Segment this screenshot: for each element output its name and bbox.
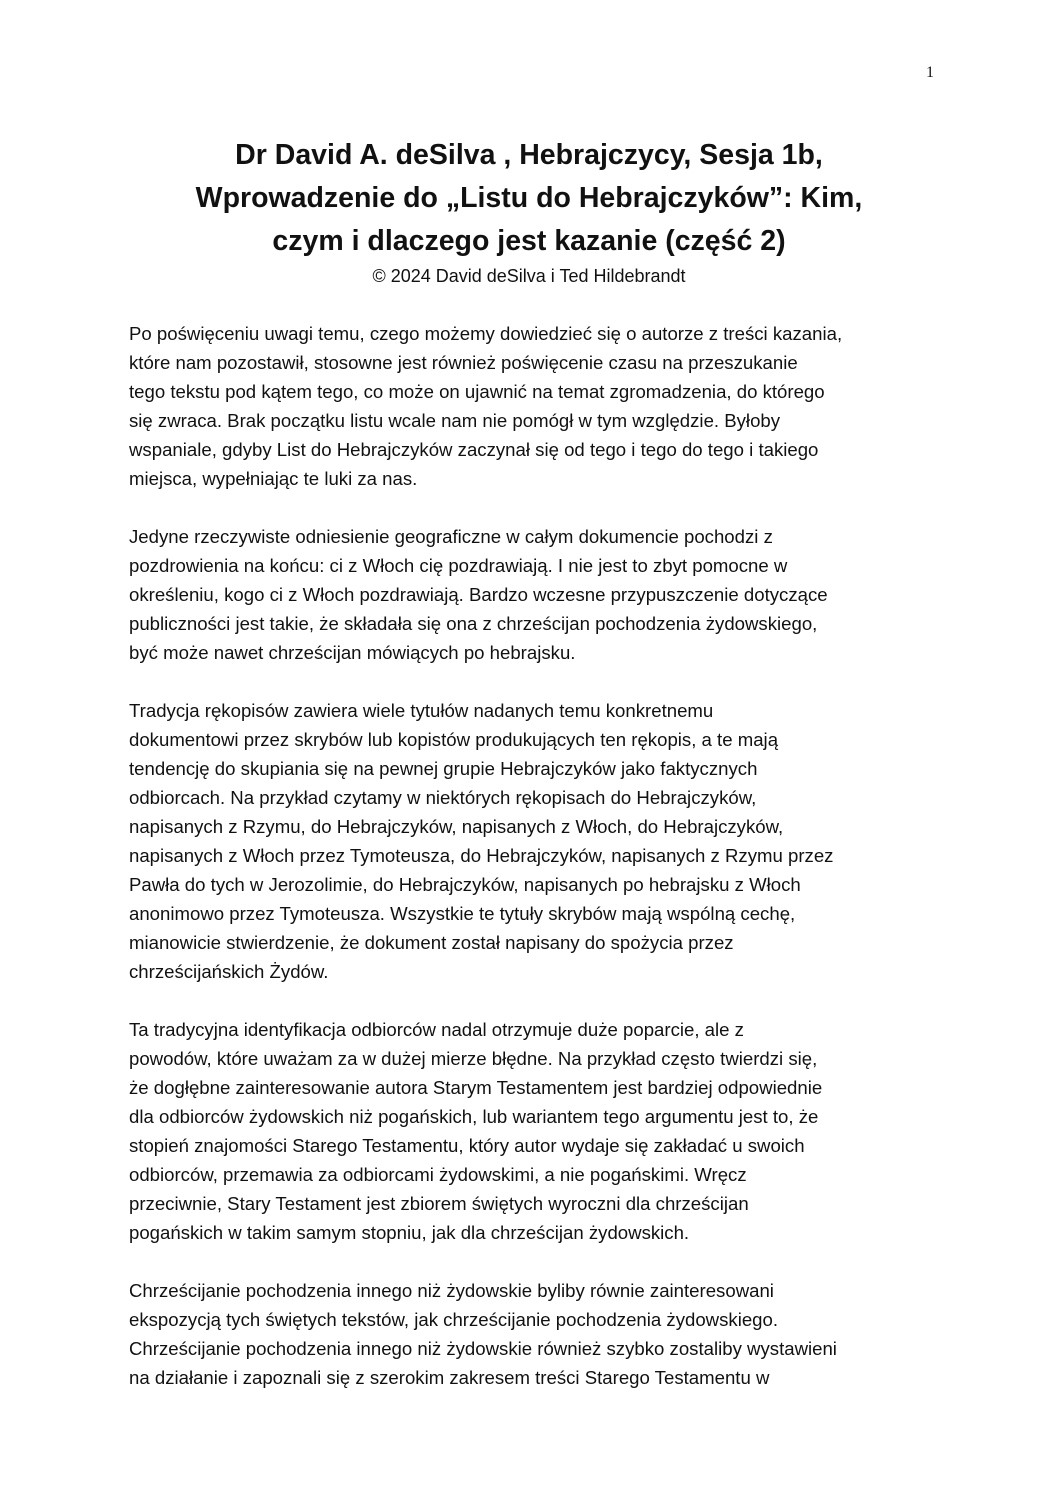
copyright-line: © 2024 David deSilva i Ted Hildebrandt (372, 266, 686, 286)
body-paragraph: Ta tradycyjna identyfikacja odbiorców nadal otrzymuje duże poparcie, ale z powodów, które uważam za w dużej mierze błędne. Na przykład często twierdzi się, że dogłębne zainteresowanie autora Starym Testamentem jest bardziej odpowiednie dla odbiorców żydowskich niż pogańskich, lub wariantem tego argumentu jest to, że stopień znajomości Starego Testamentu, który autor wydaje się zakładać u swoich odbiorców, przemawia za odbiorcami żydowskimi, a nie pogańskimi. Wręcz przeciwnie, Stary Testament jest zbiorem świętych wyroczni dla chrześcijan pogańskich w takim samym stopniu, jak dla chrześcijan żydowskich. (129, 1019, 823, 1243)
body-paragraph: Tradycja rękopisów zawiera wiele tytułów nadanych temu konkretnemu dokumentowi przez skrybów lub kopistów produkujących ten rękopis, a te mają tendencję do skupiania się na pewnej grupie Hebrajczyków jako faktycznych odbiorcach. Na przykład czytamy w niektórych rękopisach do Hebrajczyków, napisanych z Rzymu, do Hebrajczyków, napisanych z Włoch, do Hebrajczyków, napisanych z Włoch przez Tymoteusza, do Hebrajczyków, napisanych z Rzymu przez Pawła do tych w Jerozolimie, do Hebrajczyków, napisanych po hebrajsku z Włoch anonimowo przez Tymoteusza. Wszystkie te tytuły skrybów mają wspólną cechę, mianowicie stwierdzenie, że dokument został napisany do spożycia przez chrześcijańskich Żydów. (129, 700, 834, 982)
document-title (100, 134, 958, 263)
page-number: 1 (926, 64, 934, 81)
body-paragraph: Jedyne rzeczywiste odniesienie geograficzne w całym dokumencie pochodzi z pozdrowienia na końcu: ci z Włoch cię pozdrawiają. I nie jest to zbyt pomocne w określeniu, kogo ci z Włoch pozdrawiają. Bardzo wczesne przypuszczenie dotyczące publiczności jest takie, że składała się ona z chrześcijan pochodzenia żydowskiego, być może nawet chrześcijan mówiących po hebrajsku. (129, 526, 828, 663)
document-header (100, 134, 958, 289)
body-paragraph: Chrześcijanie pochodzenia innego niż żydowskie byliby równie zainteresowani ekspozycją tych świętych tekstów, jak chrześcijanie pochodzenia żydowskiego. Chrześcijanie pochodzenia innego niż żydowskie również szybko zostaliby wystawieni na działanie i zapoznali się z szerokim zakresem treści Starego Testamentu w (129, 1280, 837, 1388)
document-body (129, 319, 944, 1421)
body-paragraph: Po poświęceniu uwagi temu, czego możemy dowiedzieć się o autorze z treści kazania, które nam pozostawił, stosowne jest również poświęcenie czasu na przeszukanie tego tekstu pod kątem tego, co może on ujawnić na temat zgromadzenia, do którego się zwraca. Brak początku listu wcale nam nie pomógł w tym względzie. Byłoby wspaniale, gdyby List do Hebrajczyków zaczynał się od tego i tego do tego i takiego miejsca, wypełniając te luki za nas. (129, 323, 843, 489)
document-title-text: Dr David A. deSilva , Hebrajczycy, Sesja 1b, Wprowadzenie do „Listu do Hebrajczyków”: Kim, czym i dlaczego jest kazanie (część 2) (195, 139, 863, 257)
